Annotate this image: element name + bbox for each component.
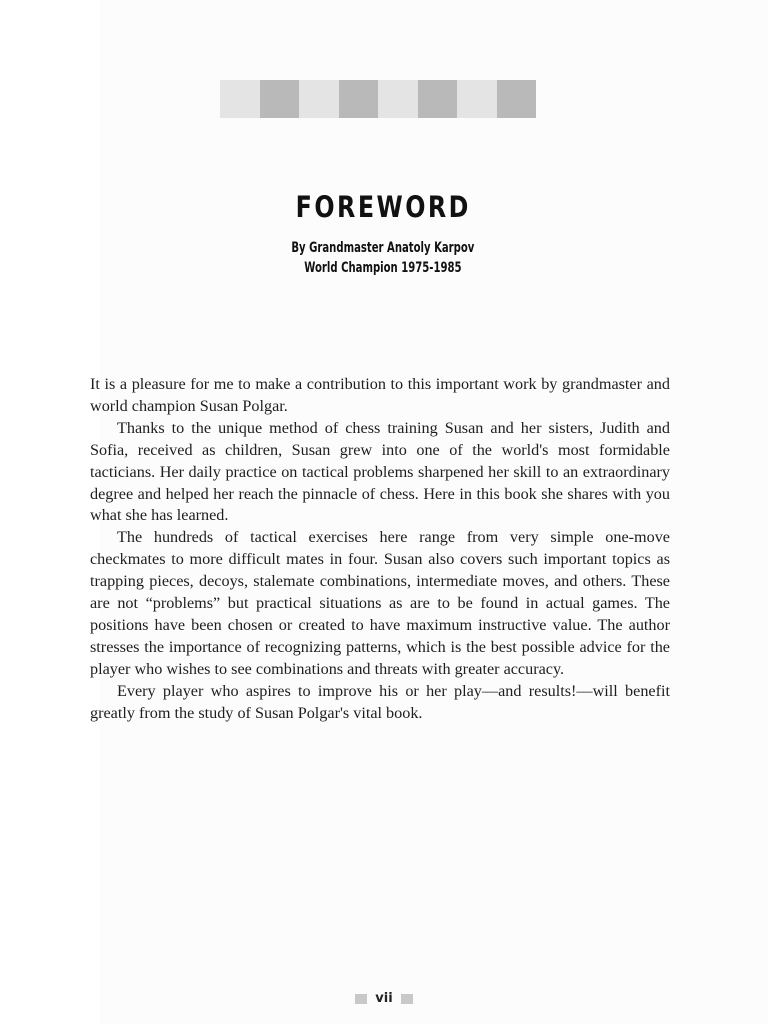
byline-credential: World Champion 1975-1985: [304, 260, 462, 276]
chessboard-ornament: [220, 80, 536, 118]
ornament-square-dark: [260, 80, 300, 118]
page-number: vii: [375, 991, 393, 1006]
byline-author: By Grandmaster Anatoly Karpov: [291, 240, 475, 256]
folio-ornament-left: [355, 994, 367, 1004]
ornament-square-light: [378, 80, 418, 118]
ornament-square-light: [299, 80, 339, 118]
ornament-square-dark: [339, 80, 379, 118]
paragraph: The hundreds of tactical exercises here range from very simple one-move checkmates to more difficult mates in four. Susan also covers such important topics as trapping pieces, decoys, stalemate combinations, intermediate moves, and others. These are not “problems” but practical situations as are to be found in actual games. The positions have been chosen or created to have maximum instructive value. The author stresses the importance of recognizing patterns, which is the best possible advice for the player who wishes to see combinations and threats with greater accuracy.: [90, 528, 670, 678]
page-footer: [0, 991, 768, 1006]
paragraph: Every player who aspires to improve his or her play—and results!—will benefit greatly from the study of Susan Polgar's vital book.: [90, 681, 670, 722]
ornament-square-light: [220, 80, 260, 118]
paragraph: Thanks to the unique method of chess training Susan and her sisters, Judith and Sofia, received as children, Susan grew into one of the world's most formidable tacticians. Her daily practice on tactical problems sharpened her skill to an extraordinary degree and helped her reach the pinnacle of chess. Here in this book she shares with you what she has learned.: [90, 418, 670, 525]
ornament-square-dark: [497, 80, 537, 118]
ornament-square-light: [457, 80, 497, 118]
page-title: FOREWORD: [295, 190, 471, 224]
ornament-square-dark: [418, 80, 458, 118]
foreword-body: [90, 374, 670, 725]
folio-ornament-right: [401, 994, 413, 1004]
paragraph: It is a pleasure for me to make a contribution to this important work by grandmaster and world champion Susan Polgar.: [90, 375, 670, 415]
